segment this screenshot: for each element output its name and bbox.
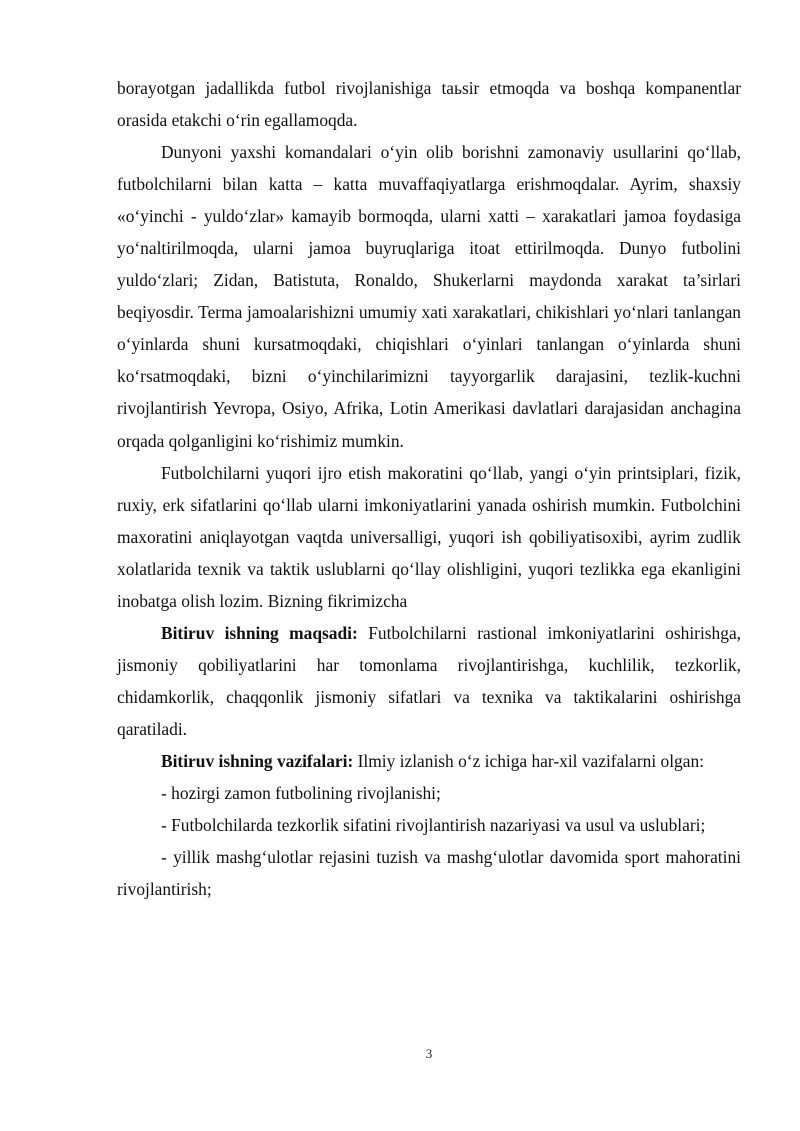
list-item [117,809,741,841]
paragraph-text: Futbolchilarni yuqori ijro etish makoratini qo‘llab, yangi o‘yin printsiplari, fizik, ruxiy, erk sifatlarini qo‘llab ularni imkoniyatlarini yanada oshirish mumkin. Futbolchini maxoratini aniqlayotgan vaqtda universalligi, yuqori ish qobiliyatisoxibi, ayrim zudlik xolatlarida texnik va taktik uslublarni qo‘llay olishligini, yuqori tezlikka ega ekanligini inobatga olish lozim. Bizning fikrimizcha [117,462,741,611]
tasks-heading: Bitiruv ishning vazifalari: [161,750,354,771]
paragraph-text: borayotgan jadallikda futbol rivojlanishiga taьsir etmoqda va boshqa kompanentlar orasida etakchi o‘rin egallamoqda. [117,78,741,131]
paragraph [117,136,741,456]
goal-paragraph [117,617,741,745]
list-item [117,777,741,809]
paragraph-text: Dunyoni yaxshi komandalari o‘yin olib borishni zamonaviy usullarini qo‘llab, futbolchilarni bilan katta – katta muvaffaqiyatlarga erishmoqdalar. Ayrim, shaxsiy «o‘yinchi - yuldo‘zlar» kamayib bormoqda, ularni xatti – xarakatlari jamoa foydasiga yo‘naltirilmoqda, ularni jamoa buyruqlariga itoat ettirilmoqda. Dunyo futbolini yuldo‘zlari; Zidan, Batistuta, Ronaldo, Shukerlarni maydonda xarakat ta’sirlari beqiyosdir. Terma jamoalarishizni umumiy xati xarakatlari, chikishlari yo‘nlari tanlangan o‘yinlarda shuni kursatmoqdaki, chiqishlari o‘yinlari tanlangan o‘yinlarda shuni ko‘rsatmoqdaki, bizni o‘yinchilarimizni tayyorgarlik darajasini, tezlik-kuchni rivojlantirish Yevropa, Osiyo, Afrika, Lotin Amerikasi davlatlari darajasidan anchagina orqada qolganligini ko‘rishimiz mumkin. [117,142,741,451]
goal-heading: Bitiruv ishning maqsadi: [161,622,358,643]
paragraph [117,457,741,617]
paragraph-text: Ilmiy izlanish o‘z ichiga har-xil vazifalarni olgan: [353,750,704,771]
list-item-text: - Futbolchilarda tezkorlik sifatini rivojlantirish nazariyasi va usul va uslublari; [161,815,706,836]
paragraph [117,72,741,136]
paragraph-text: Futbolchilarni rastional imkoniyatlarini oshirishga, jismoniy qobiliyatlarini har tomonlama rivojlantirishga, kuchlilik, tezkorlik, chidamkorlik, chaqqonlik jismoniy sifatlari va texnika va taktikalarini oshirishga qaratiladi. [117,622,742,739]
page-number: 3 [425,1046,433,1061]
list-item [117,841,741,905]
body-text [117,72,741,905]
list-item-text: - yillik mashg‘ulotlar rejasini tuzish va mashg‘ulotlar davomida sport mahoratini rivojlantirish; [117,847,741,900]
list-item-text: - hozirgi zamon futbolining rivojlanishi; [161,783,441,804]
tasks-paragraph [117,745,741,777]
